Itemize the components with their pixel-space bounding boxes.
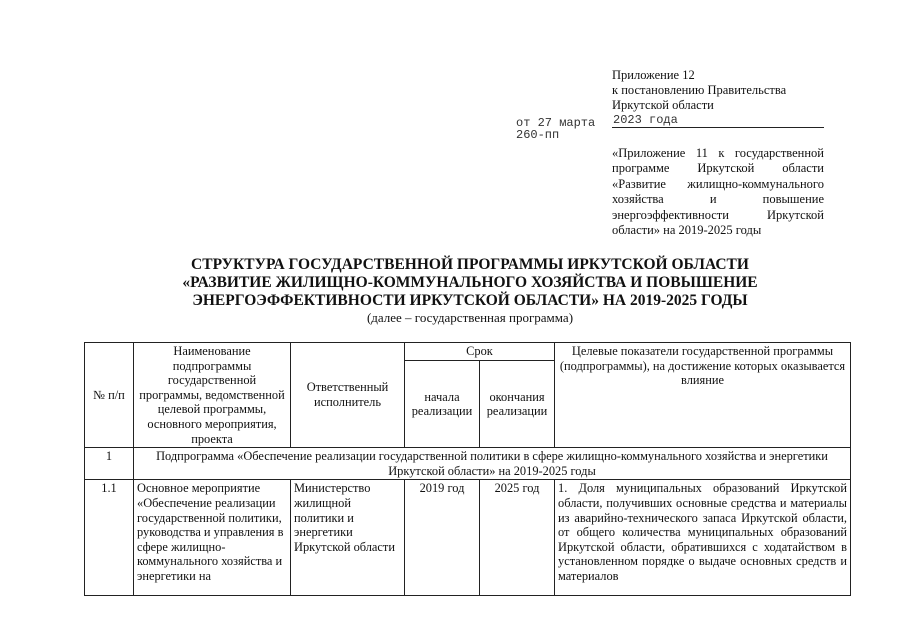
title-line-2: «РАЗВИТИЕ ЖИЛИЩНО-КОММУНАЛЬНОГО ХОЗЯЙСТВА И ПОВЫШЕНИЕ <box>182 274 758 291</box>
header-end: окончания реализации <box>480 361 555 448</box>
document-subtitle: (далее – государственная программа) <box>366 310 574 325</box>
row-name: Основное мероприятие «Обеспечение реализации государственной политики, руководства и управления в сфере жилищно-коммунального хозяйства и энергетики на <box>134 480 291 596</box>
row-start: 2019 год <box>405 480 480 596</box>
approval-year: 2023 года <box>613 113 678 127</box>
row-indicators: 1. Доля муниципальных образований Иркутской области, получивших основные средства и материалы из аварийно-технического запаса Иркутской области, от общего количества муниципальных образований Иркутской области, обратившихся с ходатайством в установленном порядке о выдаче основных средств и материалов <box>555 480 851 596</box>
header-num: № п/п <box>85 343 134 448</box>
approval-date: от 27 марта <box>516 116 596 130</box>
approval-date-left <box>516 117 595 141</box>
header-executor: Ответственный исполнитель <box>291 343 405 448</box>
header-start: начала реализации <box>405 361 480 448</box>
approval-number: 260-пп <box>516 128 560 142</box>
row-executor: Министерство жилищной политики и энергетики Иркутской области <box>291 480 405 596</box>
section-title: Подпрограмма «Обеспечение реализации государственной политики в сфере жилищно-коммунального хозяйства и энергетики Иркутской области» на 2019-2025 годы <box>134 448 851 480</box>
approval-line-3: Иркутской области <box>612 98 714 112</box>
header-term: Срок <box>405 343 555 361</box>
row-end: 2025 год <box>480 480 555 596</box>
approval-line-1: Приложение 12 <box>612 68 695 82</box>
table-row <box>85 480 851 596</box>
approval-line-2: к постановлению Правительства <box>612 83 787 97</box>
header-indicators: Целевые показатели государственной программы (подпрограммы), на достижение которых оказывается влияние <box>555 343 851 448</box>
appendix-reference: «Приложение 11 к государственной программе Иркутской области «Развитие жилищно-коммунального хозяйства и повышение энергоэффективности Иркутской области» на 2019-2025 годы <box>612 146 824 238</box>
document-title <box>130 256 810 310</box>
section-num: 1 <box>85 448 134 480</box>
section-row <box>85 448 851 480</box>
title-line-3: ЭНЕРГОЭФФЕКТИВНОСТИ ИРКУТСКОЙ ОБЛАСТИ» НА 2019-2025 ГОДЫ <box>192 292 748 309</box>
program-structure-table <box>84 342 851 596</box>
title-line-1: СТРУКТУРА ГОСУДАРСТВЕННОЙ ПРОГРАММЫ ИРКУТСКОЙ ОБЛАСТИ <box>191 256 749 273</box>
row-num: 1.1 <box>85 480 134 596</box>
header-name: Наименование подпрограммы государственной программы, ведомственной целевой программы, основного мероприятия, проекта <box>134 343 291 448</box>
